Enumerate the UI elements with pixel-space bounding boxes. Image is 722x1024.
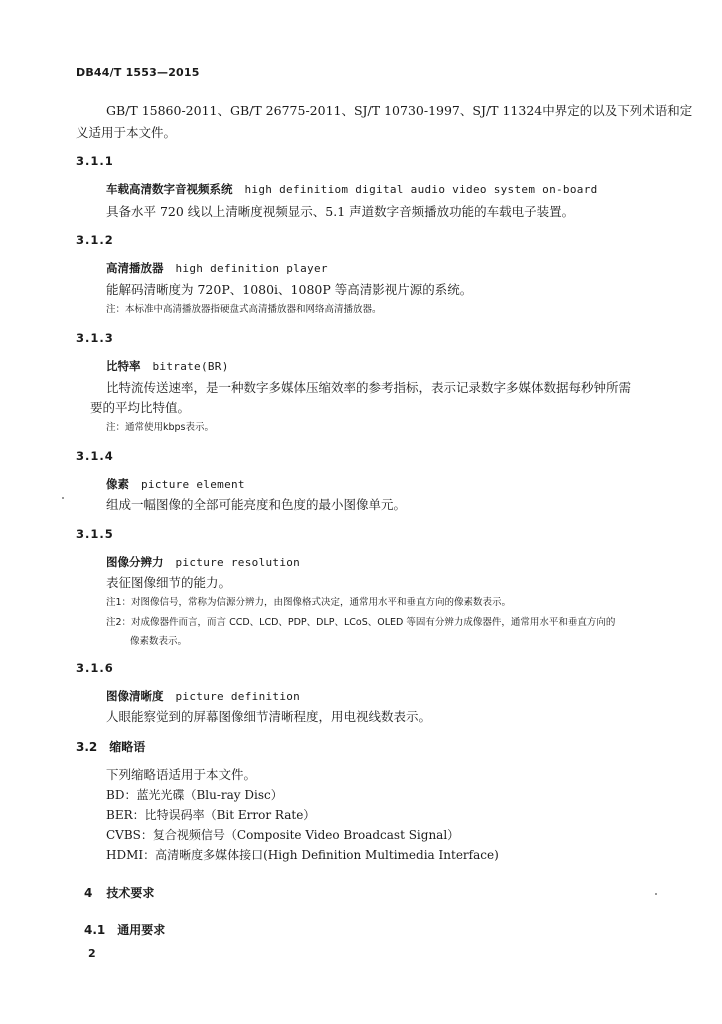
term-title bbox=[106, 476, 245, 492]
term-name-en: picture resolution bbox=[175, 556, 301, 569]
section-number: 3.2 bbox=[76, 740, 98, 754]
document-code-header: DB44/T 1553—2015 bbox=[76, 66, 200, 79]
abbr-item: BD：蓝光光碟（Blu-ray Disc） bbox=[106, 788, 283, 802]
term-definition: 比特流传送速率，是一种数字多媒体压缩效率的参考指标，表示记录数字多媒体数据每秒钟所需 bbox=[106, 380, 632, 395]
term-name-en: picture definition bbox=[175, 690, 301, 703]
term-title bbox=[106, 688, 300, 704]
section-4-heading bbox=[84, 884, 154, 901]
term-name-en: high definitiom digital audio video system on-board bbox=[244, 183, 598, 196]
term-name-cn: 比特率 bbox=[106, 359, 141, 373]
section-title: 技术要求 bbox=[106, 886, 155, 900]
term-number: 3.1.3 bbox=[76, 331, 114, 345]
term-definition: 组成一幅图像的全部可能亮度和色度的最小图像单元。 bbox=[106, 497, 407, 512]
term-title bbox=[106, 260, 328, 276]
term-number: 3.1.2 bbox=[76, 233, 114, 247]
term-definition: 具备水平 720 线以上清晰度视频显示、5.1 声道数字音频播放功能的车载电子装置。 bbox=[106, 204, 575, 219]
term-note: 注：本标准中高清播放器指硬盘式高清播放器和网络高清播放器。 bbox=[106, 304, 382, 315]
term-name-cn: 像素 bbox=[106, 477, 129, 491]
section-number: 4 bbox=[84, 886, 93, 900]
term-title bbox=[106, 181, 598, 197]
abbr-item: HDMI：高清晰度多媒体接口(High Definition Multimedia Interface) bbox=[106, 848, 499, 862]
term-name-en: bitrate(BR) bbox=[152, 360, 229, 373]
term-name-en: high definition player bbox=[175, 262, 328, 275]
scan-speck bbox=[62, 497, 64, 499]
section-title: 缩略语 bbox=[109, 740, 146, 754]
term-definition: 要的平均比特值。 bbox=[90, 400, 191, 415]
abbr-section-heading bbox=[76, 738, 145, 755]
term-name-cn: 车载高清数字音视频系统 bbox=[106, 182, 233, 196]
term-note: 注2：对成像器件而言，而言 CCD、LCD、PDP、DLP、LCoS、OLED 等固有分辨力成像器件，通常用水平和垂直方向的 bbox=[106, 617, 616, 628]
term-definition: 表征图像细节的能力。 bbox=[106, 575, 232, 590]
intro-line-1: GB/T 15860-2011、GB/T 26775-2011、SJ/T 10730-1997、SJ/T 11324中界定的以及下列术语和定 bbox=[106, 103, 693, 118]
abbr-item: CVBS：复合视频信号（Composite Video Broadcast Signal） bbox=[106, 828, 460, 842]
term-name-en: picture element bbox=[141, 478, 245, 491]
abbr-item: BER：比特误码率（Bit Error Rate） bbox=[106, 808, 316, 822]
page-number: 2 bbox=[88, 947, 96, 960]
term-number: 3.1.5 bbox=[76, 527, 114, 541]
term-note: 注：通常使用kbps表示。 bbox=[106, 422, 215, 433]
term-number: 3.1.6 bbox=[76, 661, 114, 675]
term-definition: 人眼能察觉到的屏幕图像细节清晰程度，用电视线数表示。 bbox=[106, 709, 432, 724]
section-4-1-heading bbox=[84, 921, 165, 938]
term-note: 像素数表示。 bbox=[130, 636, 188, 647]
term-name-cn: 图像清晰度 bbox=[106, 689, 164, 703]
term-name-cn: 高清播放器 bbox=[106, 261, 164, 275]
term-note: 注1：对图像信号，常称为信源分辨力，由图像格式决定，通常用水平和垂直方向的像素数表示。 bbox=[106, 597, 512, 608]
term-title bbox=[106, 554, 300, 570]
term-number: 3.1.1 bbox=[76, 154, 114, 168]
section-number: 4.1 bbox=[84, 923, 106, 937]
abbr-intro: 下列缩略语适用于本文件。 bbox=[106, 767, 257, 782]
scan-speck bbox=[655, 893, 657, 895]
intro-line-2: 义适用于本文件。 bbox=[76, 125, 177, 140]
section-title: 通用要求 bbox=[117, 923, 166, 937]
term-name-cn: 图像分辨力 bbox=[106, 555, 164, 569]
term-definition: 能解码清晰度为 720P、1080i、1080P 等高清影视片源的系统。 bbox=[106, 282, 473, 297]
term-number: 3.1.4 bbox=[76, 449, 114, 463]
term-title bbox=[106, 358, 229, 374]
